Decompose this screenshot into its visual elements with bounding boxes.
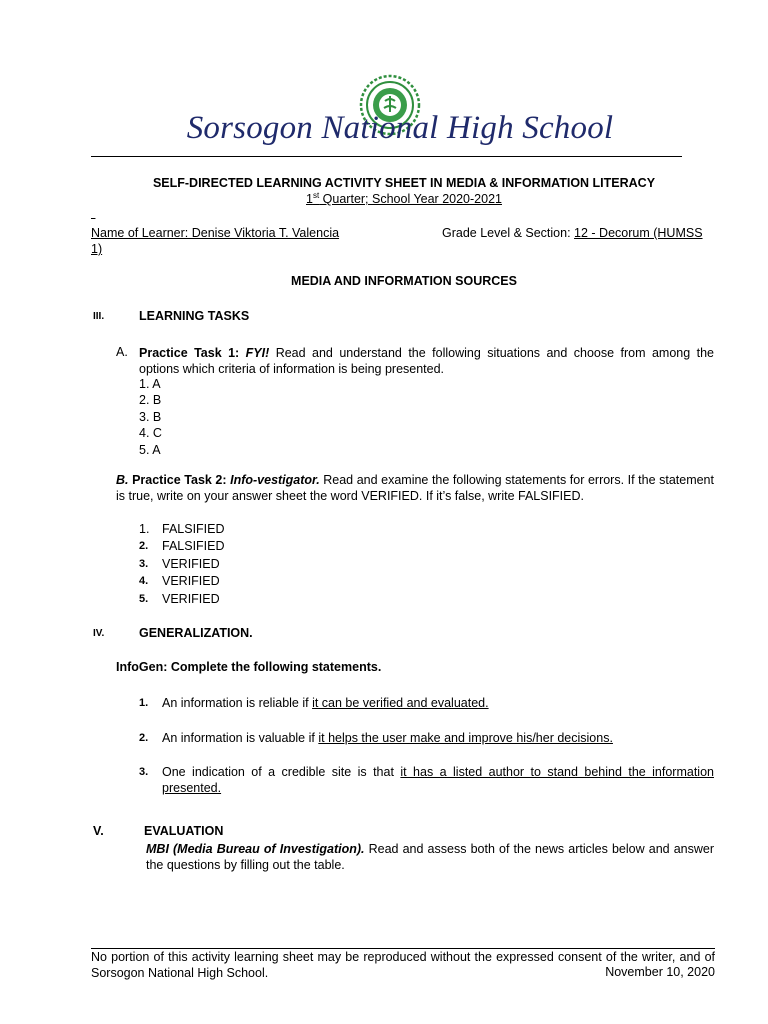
footer-notice: No portion of this activity learning sheet may be reproduced without the expressed consent of the writer, and of Sorsogon National High School. xyxy=(91,950,715,980)
list-item: 5. A xyxy=(139,442,161,457)
statement-2-number: 2. xyxy=(139,732,149,744)
section-5-title: EVALUATION xyxy=(144,824,224,838)
learner-name: Name of Learner: Denise Viktoria T. Valencia xyxy=(91,226,340,240)
task-a-letter: A. xyxy=(116,345,128,359)
grade-label: Grade Level & Section: xyxy=(442,226,575,240)
list-item: 3. B xyxy=(139,409,162,424)
section-4-subtitle: InfoGen: Complete the following statements. xyxy=(116,660,382,674)
section-5-numeral: V. xyxy=(93,824,104,838)
school-name: Sorsogon National High School xyxy=(186,110,614,146)
grade-value: 12 - Decorum (HUMSS xyxy=(574,226,703,240)
statement-1: An information is reliable if it can be verified and evaluated. xyxy=(162,696,489,710)
statement-3: One indication of a credible site is that it has a listed author to stand behind the information presented. xyxy=(162,765,714,795)
section-4-title: GENERALIZATION. xyxy=(139,626,253,640)
section-3-numeral: III. xyxy=(93,311,105,322)
list-item: 5. VERIFIED xyxy=(139,591,220,606)
footer-date: November 10, 2020 xyxy=(605,965,715,979)
task-b-instruction: B. Practice Task 2: Info-vestigator. Read and examine the following statements for errors. If the statement is true, write on your answer sheet the word VERIFIED. If it’s false, write FALSIFIED. xyxy=(116,473,714,503)
statement-3-number: 3. xyxy=(139,766,149,778)
task-b-answers xyxy=(139,521,225,607)
sheet-title: SELF-DIRECTED LEARNING ACTIVITY SHEET IN MEDIA & INFORMATION LITERACY xyxy=(152,176,656,190)
list-item: 2. B xyxy=(139,393,162,408)
section-3-title: LEARNING TASKS xyxy=(139,309,250,323)
quarter-line: 1st Quarter; School Year 2020-2021 xyxy=(306,191,502,206)
section-5-instruction: MBI (Media Bureau of Investigation). Read and assess both of the news articles below and answer the questions by filling out the table. xyxy=(146,842,714,872)
topic-heading: MEDIA AND INFORMATION SOURCES xyxy=(291,274,517,288)
list-item: 1. A xyxy=(139,377,161,391)
list-item: 1. FALSIFIED xyxy=(139,522,225,536)
grade-value-wrap: 1) xyxy=(91,242,103,256)
list-item: 3. VERIFIED xyxy=(139,556,220,571)
statement-2: An information is valuable if it helps the user make and improve his/her decisions. xyxy=(162,731,613,745)
task-a-instruction: Practice Task 1: FYI! Read and understand the following situations and choose from among the options which criteria of information is being presented. xyxy=(139,346,714,376)
section-4-numeral: IV. xyxy=(93,628,105,639)
list-item: 4. VERIFIED xyxy=(139,574,220,589)
list-item: 2. FALSIFIED xyxy=(139,539,225,554)
statement-1-number: 1. xyxy=(139,697,149,709)
grade-section xyxy=(442,226,703,240)
list-item: 4. C xyxy=(139,426,162,441)
task-a-answers xyxy=(139,376,162,458)
underline-mark xyxy=(91,210,95,219)
header-divider xyxy=(91,156,682,157)
